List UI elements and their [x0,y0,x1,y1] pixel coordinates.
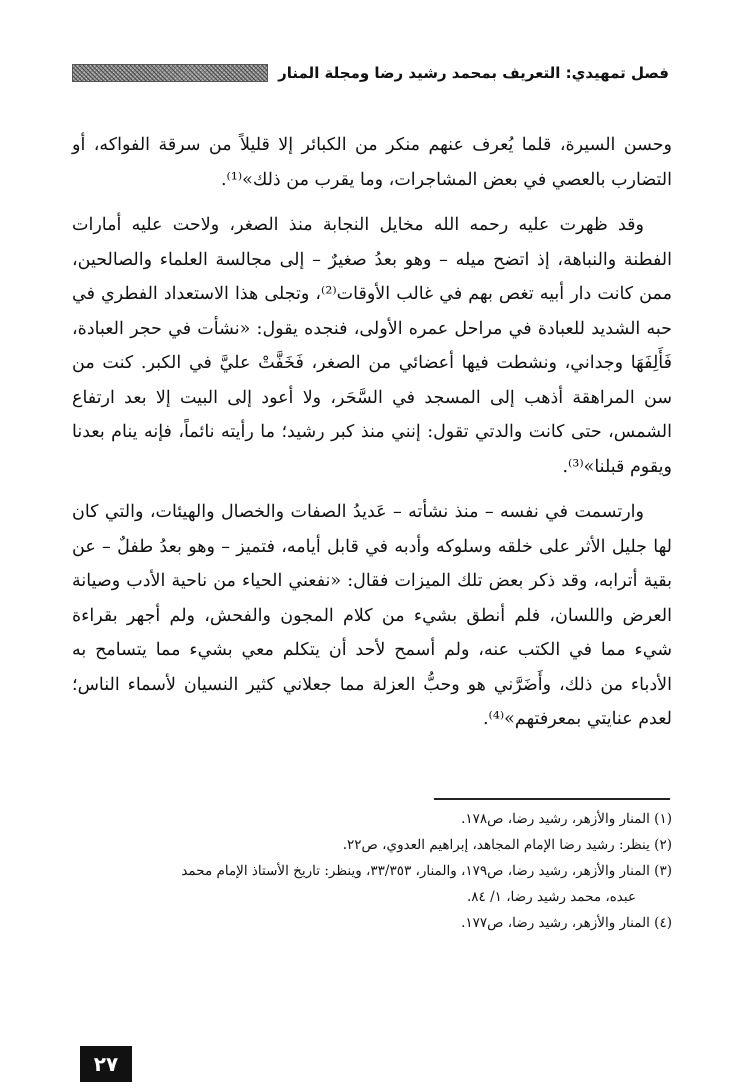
running-header [72,58,669,88]
footnote-4: (٤) المنار والأزهر، رشيد رضا، ص١٧٧. [461,915,672,931]
header-decorative-bar [72,64,268,82]
footnote-separator [434,798,670,800]
paragraph-3: وارتسمت في نفسه – منذ نشأته – عَديدُ الصفات والخصال والهيئات، والتي كان لها جليل الأثر على خلقه وسلوكه وأدبه في قابل أيامه، فتميز – وهو بعدُ طفلٌ – عن بقية أترابه، وقد ذكر بعض تلك الميزات فقال: «نفعني الحياء من ناحية الأدب وصيانة العرض واللسان، فلم أنطق بشيء من كلام المجون والفحش، ولم أجهر بقراءة شيء مما في الكتب عنه، ولم أسمح لأحد أن يتكلم معي بشيء مما يتسامح به الأدباء من ذلك، وأَضَرَّني هو وحبُّ العزلة مما جعلاني كثير النسيان لأسماء الناس؛ لعدم عنايتي بمعرفتهم»⁽⁴⁾. [72,502,672,729]
page-number: ٢٧ [80,1046,132,1082]
footnote-3: (٣) المنار والأزهر، رشيد رضا، ص١٧٩، والمنار، ٣٣/٣٥٣، وينظر: تاريخ الأستاذ الإمام محمد [181,863,672,879]
paragraph-2: وقد ظهرت عليه رحمه الله مخايل النجابة منذ الصغر، ولاحت عليه أمارات الفطنة والنباهة، إذ اتضح ميله – وهو بعدُ صغيرٌ – إلى مجالسة العلماء والصالحين، ممن كانت دار أبيه تغص بهم في غالب الأوقات⁽²⁾، وتجلى هذا الاستعداد الفطري في حبه الشديد للعبادة في مراحل عمره الأولى، فنجده يقول: «نشأت في حجر العبادة، فَأَلِفَهَا وجداني، ونشطت فيها أعضائي من الصغر، فَخَفَّتْ عليَّ في الكبر. كنت من سن المراهقة أذهب إلى المسجد في السَّحَر، ولا أعود إلى البيت إلا بعد ارتفاع الشمس، حتى كانت والدتي تقول: إنني منذ كبر رشيد؛ ما رأيته نائماً، فإنه ينام بعدنا ويقوم قبلنا»⁽³⁾. [72,215,672,477]
footnote-2: (٢) ينظر: رشيد رضا الإمام المجاهد، إبراهيم العدوي، ص٢٢. [342,837,672,853]
footnotes [72,806,672,936]
footnote-3-continuation: عبده، محمد رشيد رضا، ١/ ٨٤. [466,889,636,905]
footnote-1: (١) المنار والأزهر، رشيد رضا، ص١٧٨. [461,811,672,827]
main-text [72,128,672,737]
header-title: فصل تمهيدي: التعريف بمحمد رشيد رضا ومجلة المنار [278,64,669,82]
paragraph-1: وحسن السيرة، قلما يُعرف عنهم منكر من الكبائر إلا قليلاً من سرقة الفواكه، أو التضارب بالعصي في بعض المشاجرات، وما يقرب من ذلك»⁽¹⁾. [72,135,672,190]
